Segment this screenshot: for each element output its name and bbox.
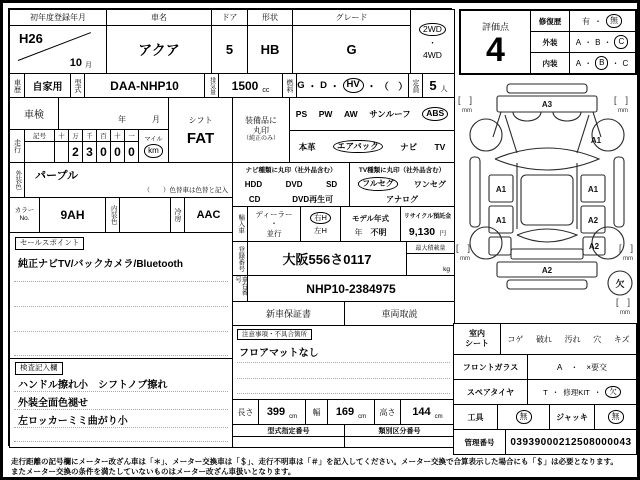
- color-no-cell: 9AH: [39, 197, 106, 233]
- recycle-cell: リサイクル預託金 9,130 円: [400, 206, 455, 242]
- tools-none-circled: 無: [516, 410, 532, 423]
- capacity-label: 定員: [408, 73, 423, 98]
- ext-color-value: パープル: [35, 170, 79, 182]
- handle-left: 左H: [314, 226, 327, 236]
- shift-cell: [168, 97, 233, 163]
- grade-header: グレード: [292, 9, 411, 26]
- equipment-row1: [289, 97, 455, 131]
- headlights: [513, 112, 581, 121]
- ac-cell: AAC: [184, 197, 233, 233]
- seat-yabure: 破れ: [535, 334, 552, 344]
- tv-type-header: TV種類に丸印（社外品含む）: [358, 167, 446, 174]
- quarter-left: [489, 237, 511, 255]
- reg-month-value: 10: [69, 57, 82, 69]
- odometer-h-ju10: 十: [54, 129, 69, 142]
- handle-cell: [300, 206, 341, 242]
- mm-mark-ml: [ ]: [456, 243, 471, 253]
- windshield-label: フロントガラス: [453, 354, 528, 380]
- spare-missing-circled: 欠: [605, 386, 621, 399]
- mgmt-no-value: 03939000212508000043: [505, 429, 637, 455]
- shape-cell: HB: [247, 25, 293, 74]
- navi-type-box: [232, 162, 350, 207]
- capacity-cell: 5 人: [422, 73, 455, 98]
- odometer-unit-cell: [138, 129, 169, 163]
- mgmt-no-label: 管理番号: [453, 429, 506, 455]
- class-no-header: 類別区分番号: [344, 424, 455, 437]
- exterior-c-circled: C: [614, 35, 628, 48]
- tools-label: 工具: [453, 404, 498, 430]
- odometer-d3: 3: [82, 141, 97, 163]
- diagram-label-a3: A3: [541, 100, 553, 109]
- odometer-d1: [54, 141, 69, 163]
- drive-2wd-circled: 2WD: [419, 23, 446, 37]
- wheel-rear-left: [470, 227, 502, 259]
- shape-header: 形状: [247, 9, 293, 26]
- inspector-line2: 外装全面色褪せ: [18, 398, 88, 409]
- spare-tire-value: T ・ 修理KIT ・ 欠: [527, 379, 637, 405]
- navi-sd: SD: [326, 179, 338, 189]
- shaken-cell: [58, 97, 169, 130]
- equip-navi: ナビ: [400, 141, 418, 152]
- rating-box: [459, 9, 637, 75]
- first-registration-cell: [9, 25, 107, 74]
- fuel-hv-circled: HV: [343, 78, 364, 93]
- model-spec-no-header: 型式指定番号: [232, 424, 345, 437]
- svg-text:mm: mm: [618, 108, 628, 114]
- diagram-label-rrd-a2: A2: [587, 216, 599, 225]
- length-label: 長さ: [232, 399, 259, 425]
- displacement-cell: 1500 cc: [218, 73, 283, 98]
- model-spec-no-cell: [232, 436, 345, 448]
- import-label: 輸入車: [232, 206, 248, 242]
- odometer-d5: 0: [110, 141, 125, 163]
- cabin-sides: [517, 163, 577, 229]
- height-label: 高さ: [374, 399, 401, 425]
- navi-dvd: DVD: [285, 179, 303, 189]
- repair-row: 修復歴 有 ・ 無: [531, 11, 635, 32]
- shift-label: シフト: [188, 116, 213, 125]
- ext-color-cell: [24, 162, 233, 198]
- drive-cell: [410, 9, 455, 74]
- ac-label: 冷房: [170, 197, 185, 233]
- equip-leather: 本革: [298, 141, 316, 152]
- mm-mark-br: [ ]: [616, 297, 631, 307]
- reg-no-label: 登録番号: [232, 241, 248, 276]
- diagram-label-lrd-a1: A1: [495, 216, 507, 225]
- trunk: [511, 249, 583, 259]
- windshield-value: A ・ ×要交: [527, 354, 637, 380]
- shaken-year-label: 年: [118, 115, 126, 124]
- fender-slants: [493, 112, 601, 153]
- tv-oneseg: ワンセグ: [413, 179, 446, 189]
- caution-box: [232, 325, 455, 400]
- spare-tire-label: スペアタイヤ: [453, 379, 528, 405]
- mile-label: マイル: [144, 137, 163, 144]
- inspector-notes-tab: 検査記入欄: [15, 362, 63, 375]
- interior-row: 内装 A ・ B ・ C: [531, 53, 635, 73]
- fuel-cell: G ・ D ・ HV ・ （ ）: [296, 73, 409, 98]
- seat-items: [500, 323, 637, 355]
- shaken-month-label: 月: [152, 115, 160, 124]
- equip-sunroof: サンルーフ: [369, 109, 411, 119]
- odometer-d4: 0: [96, 141, 111, 163]
- drive-dot: ・: [428, 38, 437, 49]
- equip-airbag-circled: エアバック: [333, 140, 383, 154]
- seat-yogore: 汚れ: [564, 334, 581, 344]
- model-year-cell: モデル年式 年 不明: [340, 206, 401, 242]
- repair-none-circled: 無: [606, 14, 622, 27]
- diagram-label-rf-a1: A1: [590, 136, 602, 145]
- odometer-h-ju: 十: [110, 129, 125, 142]
- seat-label: 室内 シート: [453, 323, 501, 355]
- tv-type-box: [349, 162, 455, 207]
- jack-label: ジャッキ: [549, 404, 595, 430]
- equip-pw: PW: [318, 109, 333, 119]
- exterior-row: 外装 A ・ B ・ C: [531, 32, 635, 53]
- odometer-h-ichi: 一: [124, 129, 139, 142]
- equip-abs-circled: ABS: [422, 107, 448, 121]
- cabin-floor: [521, 175, 573, 225]
- tv-fullseg-circled: フルセグ: [358, 177, 398, 190]
- main-table: [8, 8, 452, 446]
- mm-mark-tr: [ ]: [614, 95, 629, 105]
- jack-value: [594, 404, 637, 430]
- footer-line1: 走行距離の記号欄にメーター改ざん車は「＊」、メーター交換車は「＄」、走行不明車は「＃」を記入してください。メーター交換で合算表示した場合にも「＄」は必要となります。: [11, 457, 618, 466]
- odometer-d6: 0: [124, 141, 139, 163]
- inspector-line3: 左ロッカーミミ曲がり小: [18, 416, 128, 427]
- max-load-unit: kg: [443, 266, 450, 273]
- drive-4wd: 4WD: [423, 50, 442, 61]
- mm-mark-mr: [ ]: [619, 243, 634, 253]
- chassis-cell: NHP10-2384975: [247, 275, 455, 302]
- svg-text:mm: mm: [460, 256, 470, 262]
- import-dealer-cell: ディーラー ・ 並行: [247, 206, 301, 242]
- shaken-label: 車検: [9, 97, 59, 130]
- displacement-label: 排気量: [204, 73, 219, 98]
- manual-cell: 車両取説: [344, 301, 455, 326]
- color-no-label: カラー No.: [9, 197, 40, 233]
- door-cell: 5: [211, 25, 248, 74]
- first-registration-header: 初年度登録年月: [9, 9, 107, 26]
- car-damage-diagram: [455, 79, 639, 321]
- score-label: 評価点: [481, 21, 509, 32]
- diagram-label-lfd-a1: A1: [495, 185, 507, 194]
- sales-point-box: [9, 232, 233, 359]
- navi-dvd-play: DVD再生可: [292, 195, 334, 204]
- max-load-label: 最大積載量: [407, 242, 454, 254]
- navi-hdd: HDD: [244, 179, 263, 189]
- history-label: 車歴: [9, 73, 25, 98]
- int-color-cell: [119, 197, 171, 233]
- windshield: [495, 148, 599, 170]
- mm-mark-tl: [ ]: [458, 95, 473, 105]
- grade-cell: G: [292, 25, 411, 74]
- model-code-cell: DAA-NHP10: [84, 73, 205, 98]
- car-name-cell: アクア: [106, 25, 212, 74]
- navi-cd: CD: [248, 195, 261, 204]
- footer-notes: [11, 457, 633, 477]
- ext-color-note: （ ）色替車は色替と記入: [143, 187, 228, 194]
- class-no-cell: [344, 436, 455, 448]
- diagram-label-rb-a2: A2: [541, 266, 553, 275]
- svg-text:mm: mm: [620, 310, 630, 316]
- odometer-d0: [24, 141, 55, 163]
- tv-analog: アナログ: [386, 195, 418, 204]
- width-cell: 169 cm: [327, 399, 375, 425]
- svg-text:mm: mm: [623, 256, 633, 262]
- diagram-label-missing: 欠: [615, 279, 625, 289]
- footer-line2: またメーター交換の条件を満たしていないものはメーター改ざん車扱いとなります。: [11, 467, 296, 477]
- diagram-label-rq-a2: A2: [588, 242, 600, 251]
- shift-value: FAT: [186, 130, 215, 147]
- sales-point-line1: 純正ナビTV/バックカメラ/Bluetooth: [18, 259, 183, 270]
- length-cell: 399 cm: [258, 399, 306, 425]
- model-code-label: 型式: [70, 73, 85, 98]
- navi-type-header: ナビ種類に丸印（社外品含む）: [245, 167, 337, 174]
- height-cell: 144 cm: [400, 399, 455, 425]
- rocker-right: [614, 157, 624, 227]
- caution-line1: フロアマットなし: [239, 348, 319, 359]
- int-color-label: 内装色: [105, 197, 120, 233]
- tools-value: [497, 404, 550, 430]
- odometer-h-hyaku: 百: [96, 129, 111, 142]
- equipment-row2: [289, 130, 455, 163]
- fuel-label: 燃料: [282, 73, 297, 98]
- svg-text:mm: mm: [462, 108, 472, 114]
- ext-color-label: 外装色: [9, 162, 25, 198]
- caution-tab: 注意事項・不具合箇所: [237, 329, 312, 340]
- odometer-d2: 2: [68, 141, 83, 163]
- max-load-cell: [406, 241, 455, 276]
- reg-month-suffix: 月: [85, 62, 92, 69]
- seat-ana: 穴: [593, 334, 602, 344]
- interior-b-circled: B: [595, 56, 608, 69]
- score-cell: [461, 11, 531, 73]
- front-top-strip: [507, 84, 587, 93]
- inspector-line1: ハンドル擦れ小 シフトノブ擦れ: [18, 380, 168, 391]
- odometer-h-kigo: 記号: [24, 129, 55, 142]
- odometer-h-sen: 千: [82, 129, 97, 142]
- equip-ps: PS: [295, 109, 308, 119]
- mileage-label: 走行: [9, 129, 25, 163]
- equip-aw: AW: [343, 109, 358, 119]
- km-circled: km: [144, 144, 163, 157]
- equip-tv: TV: [434, 141, 446, 152]
- equipment-label: 装備品に 丸印 （純正のみ）: [232, 97, 290, 163]
- jack-none-circled: 無: [608, 410, 624, 423]
- warranty-cell: 新車保証書: [232, 301, 345, 326]
- door-header: ドア: [211, 9, 248, 26]
- seat-kizu: キズ: [613, 334, 630, 344]
- history-cell: 自家用: [24, 73, 71, 98]
- rear-bottom-strip: [507, 280, 587, 289]
- rocker-left: [470, 157, 480, 227]
- rear-window: [517, 229, 577, 242]
- handle-right-circled: 右H: [310, 212, 331, 225]
- odometer-h-man: 万: [68, 129, 83, 142]
- reg-era-value: H26: [19, 31, 43, 46]
- score-value: 4: [486, 30, 505, 69]
- chassis-label: 車台番号: [232, 275, 248, 302]
- sales-point-tab: セールスポイント: [15, 237, 84, 250]
- diagram-label-rfd-a1: A1: [587, 185, 599, 194]
- car-name-header: 車名: [106, 9, 212, 26]
- reg-no-cell: 大阪556さ0117: [247, 241, 407, 276]
- inspector-notes-box: [9, 358, 233, 448]
- width-label: 幅: [305, 399, 328, 425]
- seat-koge: コゲ: [507, 334, 524, 344]
